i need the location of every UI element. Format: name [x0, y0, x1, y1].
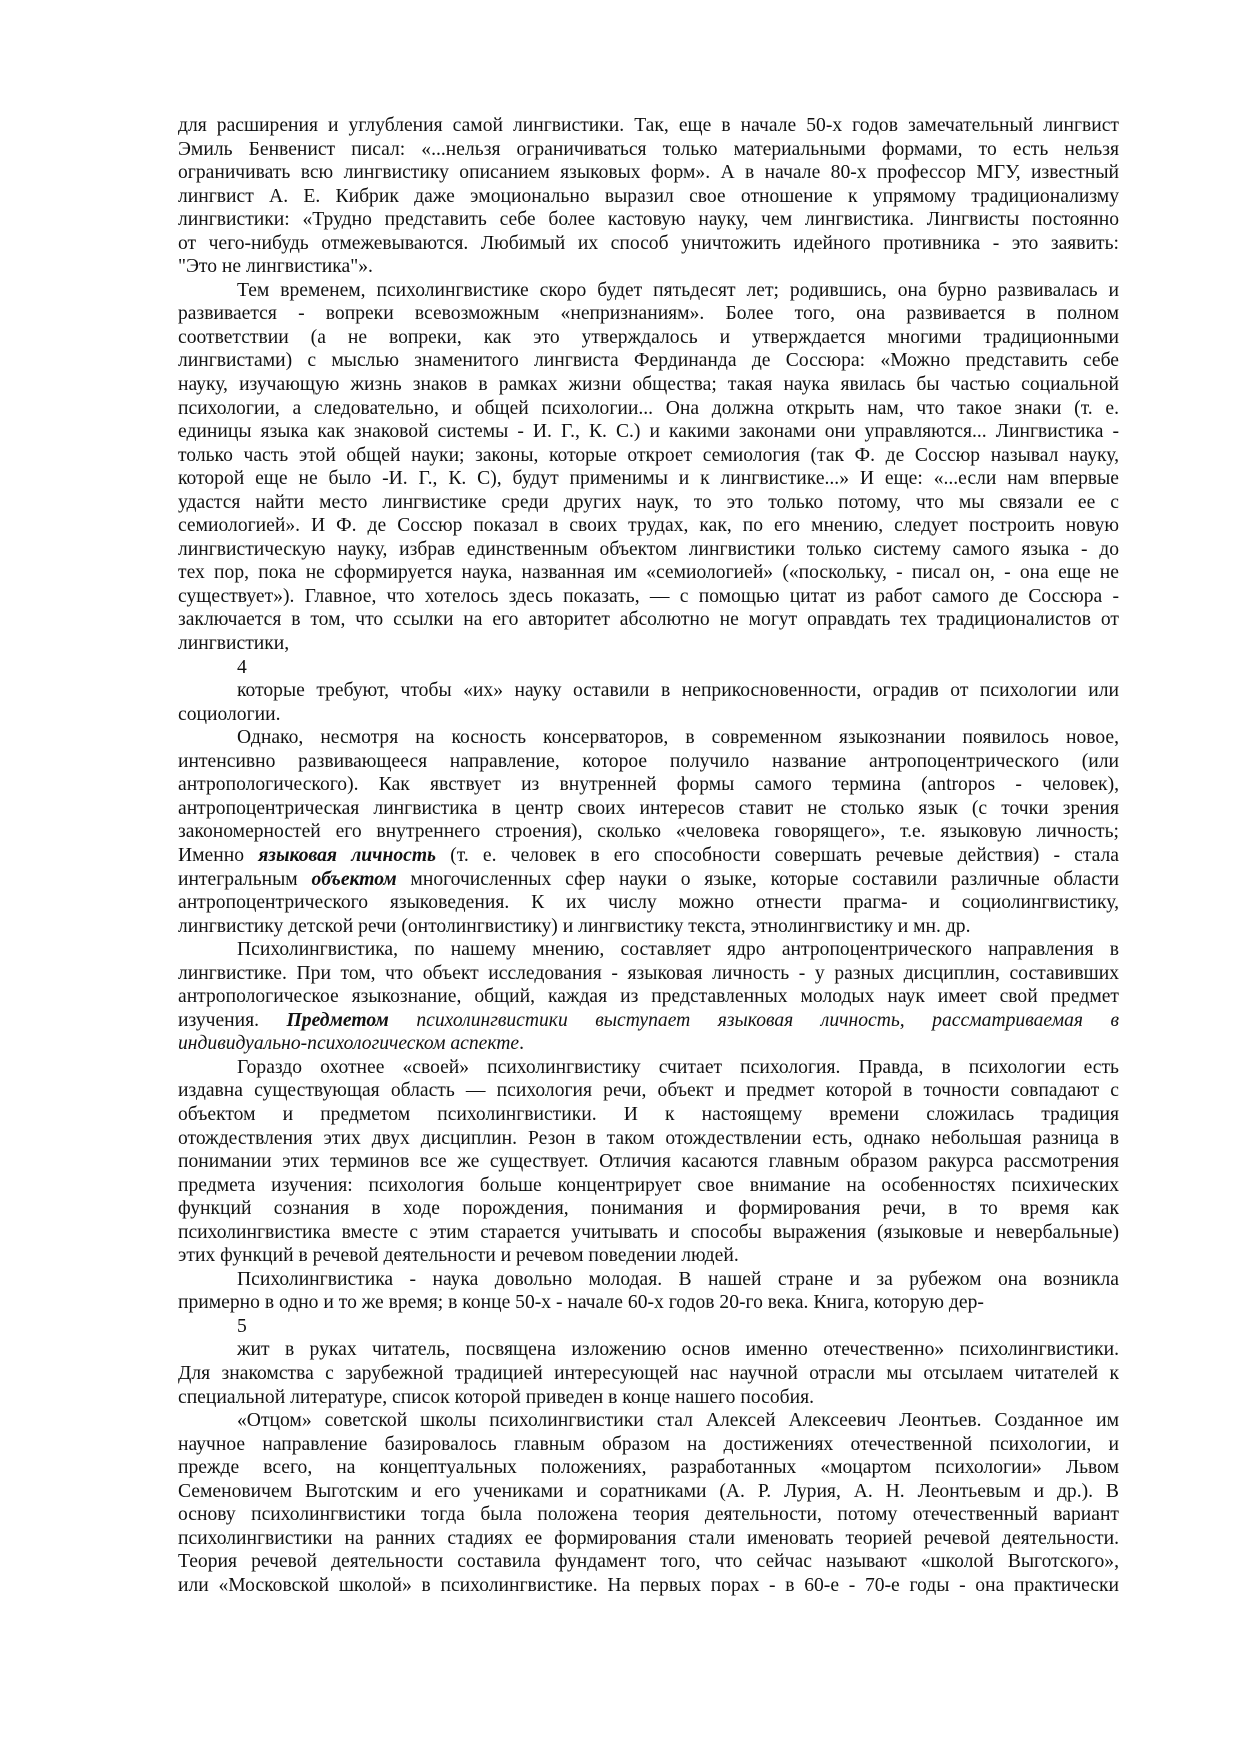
- text-line: лингвистами) с мыслью знаменитого лингвиста Фердинанда де Соссюра: «Можно представить себе: [178, 350, 1119, 372]
- paragraph: [178, 726, 1119, 938]
- text-line: науку, изучающую жизнь знаков в рамках жизни общества; такая наука явилась бы частью социальной: [178, 374, 1119, 396]
- paragraph: [178, 114, 1119, 279]
- text-line: Психолингвистика, по нашему мнению, составляет ядро антропоцентрического направления в: [237, 939, 1119, 961]
- document-page: [178, 114, 1119, 1597]
- text-line: лингвистики: «Трудно представить себе более кастовую науку, чем лингвистика. Лингвисты постоянно: [178, 209, 1119, 231]
- text-line: «Отцом» советской школы психолингвистики стал Алексей Алексеевич Леонтьев. Созданное им: [237, 1410, 1119, 1432]
- page-number: 4: [237, 656, 247, 678]
- text-line: антропологического). Как явствует из внутренней формы самого термина (antropos - человек),: [178, 774, 1119, 796]
- text-line: тех пор, пока не сформируется наука, названная им «семиологией» («поскольку, - писал он, - она еще не: [178, 562, 1119, 584]
- paragraph: [178, 1268, 1119, 1315]
- text-line: примерно в одно и то же время; в конце 50-х - начале 60-х годов 20-го века. Книга, которую дер-: [178, 1292, 984, 1314]
- italic-run: индивидуально-психологическом аспекте: [178, 1033, 520, 1055]
- text-line: [178, 1032, 1119, 1056]
- text-run: изучения.: [178, 1009, 287, 1031]
- text-line: лингвистике. При том, что объект исследования - языковая личность - у разных дисциплин, составивших: [178, 962, 1119, 984]
- text-line: объектом и предметом психолингвистики. И к настоящему времени сложилась традиция: [178, 1103, 1119, 1125]
- text-line: удастся найти место лингвистике среди других наук, то это только потому, что мы связали ее с: [178, 491, 1119, 513]
- text-line: единицы языка как знаковой системы - И. Г., К. С.) и какими законами они управляются... Лингвистика -: [178, 421, 1119, 443]
- text-line: развивается - вопреки всевозможным «непризнаниям». Более того, она развивается в полном: [178, 303, 1119, 325]
- text-line: для расширения и углубления самой лингвистики. Так, еще в начале 50-х годов замечательный лингвист: [178, 115, 1119, 136]
- paragraph: [178, 938, 1119, 1056]
- text-line: понимании этих терминов все же существует. Отличия касаются главным образом ракурса рассмотрения: [178, 1151, 1119, 1173]
- text-line: психологии, а следовательно, и общей психологии... Она должна открыть нам, что такое знаки (т. е.: [178, 397, 1119, 419]
- paragraph: [178, 679, 1119, 726]
- text-line: интенсивно развивающееся направление, которое получило название антропоцентрического (или: [178, 750, 1119, 772]
- text-line: прежде всего, на концептуальных положениях, разработанных «моцартом психологии» Львом: [178, 1457, 1119, 1479]
- text-line: Гораздо охотнее «своей» психолингвистику считает психология. Правда, в психологии есть: [237, 1056, 1119, 1078]
- text-line: социологии.: [178, 703, 281, 725]
- paragraph: [178, 1056, 1119, 1268]
- text-line: специальной литературе, список которой приведен в конце нашего пособия.: [178, 1386, 814, 1408]
- text-line: лингвистику детской речи (онтолингвистику) и лингвистику текста, этнолингвистику и мн. др.: [178, 915, 971, 937]
- paragraph: [178, 279, 1119, 656]
- text-line: лингвистическую науку, избрав единственным объектом лингвистики только систему самого языка - до: [178, 538, 1119, 560]
- emphasis-term: объектом: [311, 868, 397, 890]
- text-line: основу психолингвистики тогда была положена теория деятельности, потому отечественный вариант: [178, 1504, 1119, 1526]
- text-line: семиологией». И Ф. де Соссюр показал в своих трудах, как, по его мнению, следует построить новую: [178, 515, 1119, 537]
- text-line: Однако, несмотря на косность консерваторов, в современном языкознании появилось новое,: [237, 727, 1119, 749]
- text-line: [178, 844, 1119, 868]
- text-line: Теория речевой деятельности составила фундамент того, что сейчас называют «школой Выготского»,: [178, 1551, 1119, 1573]
- text-line: функций сознания в ходе порождения, понимания и формирования речи, в то время как: [178, 1198, 1119, 1220]
- paragraph: [178, 1338, 1119, 1409]
- text-line: существует»). Главное, что хотелось здесь показать, — с помощью цитат из работ самого де Соссюра -: [178, 585, 1119, 607]
- text-line: антропоцентрического языковедения. К их числу можно отнести прагма- и социолингвистику,: [178, 892, 1119, 914]
- text-line: лингвист А. Е. Кибрик даже эмоционально выразил свое отношение к упрямому традиционализму: [178, 185, 1119, 207]
- text-line: отождествления этих двух дисциплин. Резон в таком отождествлении есть, однако небольшая разница в: [178, 1127, 1119, 1149]
- text-line: Тем временем, психолингвистике скоро будет пятьдесят лет; родившись, она бурно развивалась и: [237, 279, 1119, 301]
- paragraph: [178, 1409, 1119, 1597]
- text-run: Именно: [178, 844, 259, 866]
- page-number: 5: [237, 1315, 247, 1337]
- text-line: издавна существующая область — психология речи, объект и предмет которой в точности совпадают с: [178, 1080, 1119, 1102]
- text-line: только часть этой общей науки; законы, которые откроет семиология (так Ф. де Соссюр называл науку,: [178, 444, 1119, 466]
- text-line: психолингвистики на ранних стадиях ее формирования стали именовать теорией речевой деятельности.: [178, 1527, 1119, 1549]
- text-line: которой еще не было -И. Г., К. С), будут применимы и к лингвистике...» И еще: «...если нам впервые: [178, 468, 1119, 490]
- text-line: [178, 1009, 1119, 1033]
- text-line: Эмиль Бенвенист писал: «...нельзя ограничиваться только материальными формами, то есть нельзя: [178, 138, 1119, 160]
- text-line: антропологическое языкознание, общий, каждая из представленных молодых наук имеет свой предмет: [178, 986, 1119, 1008]
- emphasis-term: языковая личность: [258, 844, 437, 866]
- emphasis-term: Предметом: [286, 1009, 389, 1031]
- text-line: от чего-нибудь отмежевываются. Любимый их способ уничтожить идейного противника - это заявить:: [178, 232, 1119, 254]
- text-line: лингвистики,: [178, 633, 290, 655]
- text-run: (т. е. человек в его способности совершать речевые действия) - стала: [436, 844, 1120, 866]
- text-line: этих функций в речевой деятельности и речевом поведении людей.: [178, 1245, 739, 1267]
- text-line: антропоцентрическая лингвистика в центр своих интересов ставит не столько язык (с точки зрения: [178, 797, 1119, 819]
- text-line: психолингвистика вместе с этим старается учитывать и способы выражения (языковые и невербальные): [178, 1221, 1119, 1243]
- text-line: которые требуют, чтобы «их» науку оставили в неприкосновенности, оградив от психологии или: [237, 680, 1119, 702]
- italic-run: психолингвистики выступает языковая личность, рассматриваемая в: [388, 1009, 1119, 1031]
- text-line: [178, 868, 1119, 892]
- text-run: .: [519, 1033, 525, 1055]
- text-run: интегральным: [178, 868, 312, 890]
- text-line: заключается в том, что ссылки на его авторитет абсолютно не могут оправдать тех традиционалистов от: [178, 609, 1119, 631]
- text-line: предмета изучения: психология больше концентрирует свое внимание на особенностях психических: [178, 1174, 1119, 1196]
- text-line: научное направление базировалось главным образом на достижениях отечественной психологии, и: [178, 1433, 1119, 1455]
- text-line: или «Московской школой» в психолингвистике. На первых порах - в 60-е - 70-е годы - она практически: [178, 1574, 1119, 1596]
- text-line: "Это не лингвистика"».: [178, 256, 373, 278]
- text-line: закономерностей его внутреннего строения), сколько «человека говорящего», т.е. языковую личность;: [178, 821, 1119, 843]
- text-line: соответствии (а не вопреки, как это утверждалось и утверждается многими традиционными: [178, 326, 1119, 348]
- text-line: Психолингвистика - наука довольно молодая. В нашей стране и за рубежом она возникла: [237, 1268, 1119, 1290]
- text-line: жит в руках читатель, посвящена изложению основ именно отечественно» психолингвистики.: [237, 1339, 1119, 1361]
- text-line: Для знакомства с зарубежной традицией интересующей нас научной отрасли мы отсылаем читателей к: [178, 1362, 1119, 1384]
- text-line: Семеновичем Выготским и его учениками и соратниками (А. Р. Лурия, А. Н. Леонтьевым и др.). В: [178, 1480, 1119, 1502]
- text-line: ограничивать всю лингвистику описанием языковых форм». А в начале 80-х профессор МГУ, известный: [178, 162, 1119, 184]
- text-run: многочисленных сфер науки о языке, которые составили различные области: [396, 868, 1119, 890]
